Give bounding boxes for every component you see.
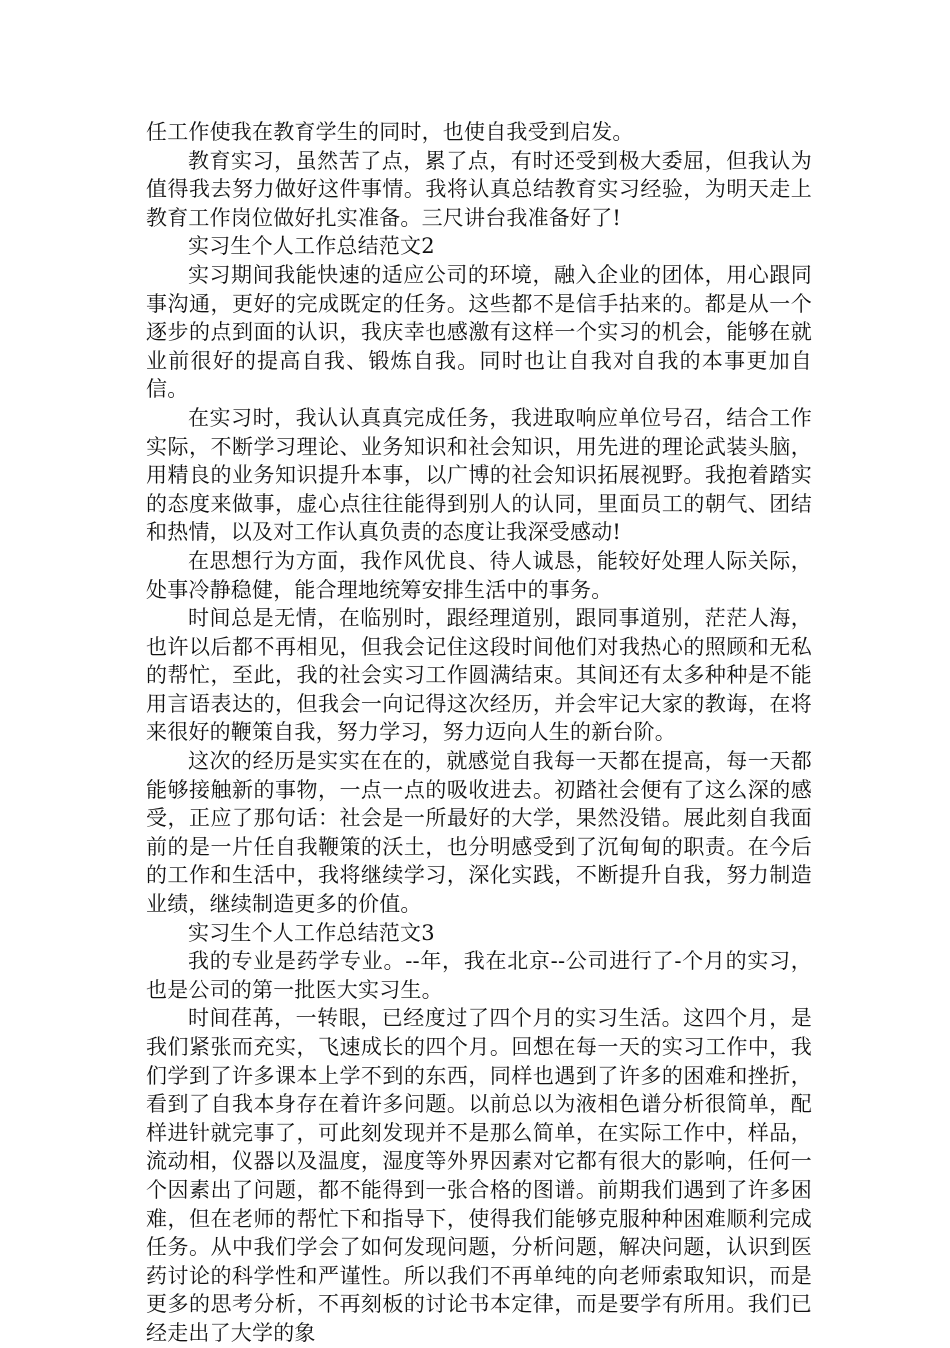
document-body — [146, 118, 812, 1348]
section-heading-3: 实习生个人工作总结范文3 — [188, 920, 435, 945]
paragraph-teaching-practice: 教育实习，虽然苦了点，累了点，有时还受到极大委屈，但我认为值得我去努力做好这件事情。我将认真总结教育实习经验，为明天走上教育工作岗位做好扎实准备。三尺讲台我准备好了! — [146, 148, 812, 230]
section-heading-2: 实习生个人工作总结范文2 — [188, 234, 435, 259]
paragraph-major: 我的专业是药学专业。--年，我在北京--公司进行了-个月的实习，也是公司的第一批医大实习生。 — [146, 949, 812, 1002]
paragraph-four-months: 时间荏苒，一转眼，已经度过了四个月的实习生活。这四个月，是我们紧张而充实，飞速成长的四个月。回想在每一天的实习工作中，我们学到了许多课本上学不到的东西，同样也遇到了许多的困难和挫折，看到了自我本身存在着许多问题。以前总以为液相色谱分析很简单，配样进针就完事了，可此刻发现并不是那么简单，在实际工作中，样品，流动相，仪器以及温度，湿度等外界因素对它都有很大的影响，任何一个因素出了问题，都不能得到一张合格的图谱。前期我们遇到了许多困难，但在老师的帮忙下和指导下，使得我们能够克服种种困难顺利完成任务。从中我们学会了如何发现问题，分析问题，解决问题，认识到医药讨论的科学性和严谨性。所以我们不再单纯的向老师索取知识，而是更多的思考分析，不再刻板的讨论书本定律，而是要学有所用。我们已经走出了大学的象 — [146, 1006, 812, 1345]
paragraph-experience: 这次的经历是实实在在的，就感觉自我每一天都在提高，每一天都能够接触新的事物，一点一点的吸收进去。初踏社会便有了这么深的感受，正应了那句话：社会是一所最好的大学，果然没错。展此刻自我面前的是一片任自我鞭策的沃土，也分明感受到了沉甸甸的职责。在今后的工作和生活中，我将继续学习，深化实践，不断提升自我，努力制造业绩，继续制造更多的价值。 — [146, 749, 812, 917]
paragraph-conduct: 在思想行为方面，我作风优良、待人诚恳，能较好处理人际关际，处事冷静稳健，能合理地统筹安排生活中的事务。 — [146, 548, 812, 602]
paragraph-adaptation: 实习期间我能快速的适应公司的环境，融入企业的团体，用心跟同事沟通，更好的完成既定的任务。这些都不是信手拈来的。都是从一个逐步的点到面的认识，我庆幸也感激有这样一个实习的机会，能够在就业前很好的提高自我、锻炼自我。同时也让自我对自我的本事更加自信。 — [146, 262, 812, 402]
paragraph-farewell: 时间总是无情，在临别时，跟经理道别，跟同事道别，茫茫人海，也许以后都不再相见，但我会记住这段时间他们对我热心的照顾和无私的帮忙，至此，我的社会实习工作圆满结束。其间还有太多种种是不能用言语表达的，但我会一向记得这次经历，并会牢记大家的教诲，在将来很好的鞭策自我，努力学习，努力迈向人生的新台阶。 — [146, 606, 812, 745]
paragraph-during-internship: 在实习时，我认认真真完成任务，我进取响应单位号召，结合工作实际，不断学习理论、业务知识和社会知识，用先进的理论武装头脑，用精良的业务知识提升本事，以广博的社会知识拓展视野。我抱着踏实的态度来做事，虚心点往往能得到别人的认同，里面员工的朝气、团结和热情，以及对工作认真负责的态度让我深受感动! — [146, 405, 812, 545]
paragraph-continued: 任工作使我在教育学生的同时，也使自我受到启发。 — [146, 120, 634, 144]
